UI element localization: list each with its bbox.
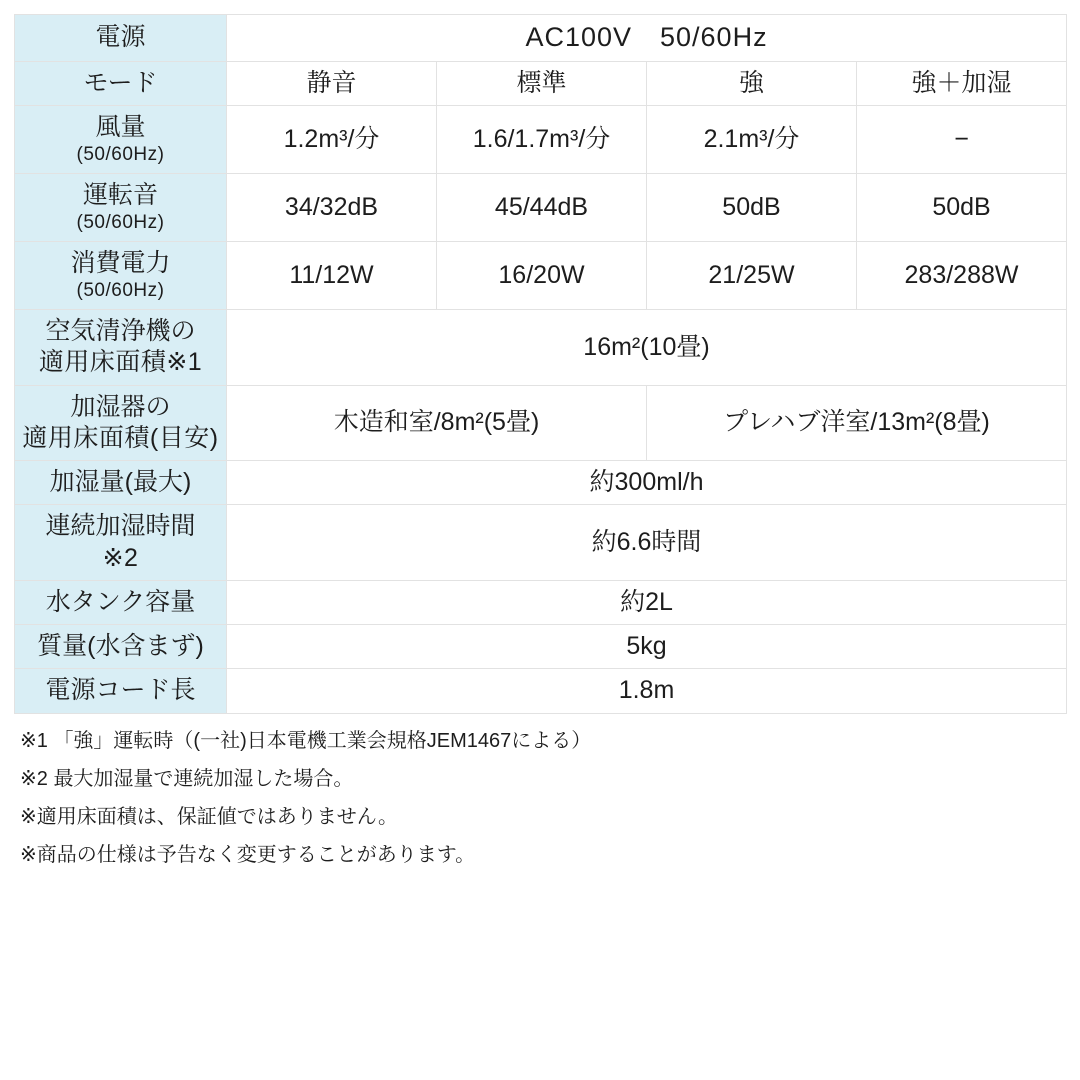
row-label	[15, 669, 227, 713]
table-row	[15, 461, 1067, 505]
row-label-main: 質量(水含まず)	[37, 632, 204, 660]
row-label-main: 運転音	[82, 181, 158, 209]
row-label	[15, 505, 227, 581]
row-label-main: 加湿量(最大)	[49, 468, 192, 496]
row-label-sub: 適用床面積※1	[38, 348, 203, 377]
table-cell: 木造和室/8m²(5畳)	[227, 385, 647, 461]
row-label-sub: (50/60Hz)	[76, 144, 165, 166]
row-label	[15, 310, 227, 386]
row-label-main: 消費電力	[70, 249, 171, 277]
table-row	[15, 174, 1067, 242]
table-cell: 強＋加湿	[857, 61, 1067, 105]
table-cell: 約2L	[227, 580, 1067, 624]
table-row	[15, 385, 1067, 461]
specification-table	[14, 14, 1067, 714]
table-row	[15, 669, 1067, 713]
table-row	[15, 61, 1067, 105]
row-label	[15, 174, 227, 242]
row-label-sub: 適用床面積(目安)	[22, 423, 219, 452]
table-row	[15, 310, 1067, 386]
table-cell: 16/20W	[437, 242, 647, 310]
row-label	[15, 580, 227, 624]
footnote: ※商品の仕様は予告なく変更することがあります。	[20, 843, 476, 866]
table-row	[15, 625, 1067, 669]
row-label-sub: ※2	[102, 543, 139, 572]
table-cell: 16m²(10畳)	[227, 310, 1067, 386]
table-cell: 45/44dB	[437, 174, 647, 242]
footnote: ※2 最大加湿量で連続加湿した場合。	[20, 767, 354, 790]
table-cell: 1.8m	[227, 669, 1067, 713]
row-label	[15, 242, 227, 310]
table-cell: 34/32dB	[227, 174, 437, 242]
row-label	[15, 15, 227, 62]
row-label-main: 水タンク容量	[45, 587, 196, 616]
row-label	[15, 385, 227, 461]
table-cell: 50dB	[647, 174, 857, 242]
table-cell: 1.6/1.7m³/分	[437, 106, 647, 174]
table-cell: 標準	[437, 61, 647, 105]
table-cell: 283/288W	[857, 242, 1067, 310]
row-label-main: 電源コード長	[45, 676, 196, 705]
table-row	[15, 106, 1067, 174]
specification-table-body	[15, 15, 1067, 714]
table-cell: AC100V 50/60Hz	[227, 15, 1067, 62]
table-cell: 静音	[227, 61, 437, 105]
row-label-main: モード	[83, 68, 158, 97]
table-cell: −	[857, 106, 1067, 174]
table-cell: 1.2m³/分	[227, 106, 437, 174]
table-cell: プレハブ洋室/13m²(8畳)	[647, 385, 1067, 461]
table-row	[15, 580, 1067, 624]
row-label-sub: (50/60Hz)	[76, 280, 165, 302]
table-row	[15, 505, 1067, 581]
row-label-main: 風量	[95, 113, 146, 141]
row-label-main: 空気清浄機の	[45, 317, 196, 345]
row-label-main: 電源	[95, 23, 146, 52]
row-label-sub: (50/60Hz)	[76, 212, 165, 234]
table-cell: 50dB	[857, 174, 1067, 242]
row-label-main: 連続加湿時間	[45, 512, 196, 541]
row-label	[15, 461, 227, 505]
footnote: ※適用床面積は、保証値ではありません。	[20, 805, 398, 828]
table-cell: 5kg	[227, 625, 1067, 669]
table-cell: 2.1m³/分	[647, 106, 857, 174]
table-cell: 11/12W	[227, 242, 437, 310]
footnotes	[14, 728, 1066, 868]
table-row	[15, 242, 1067, 310]
row-label	[15, 61, 227, 105]
row-label-main: 加湿器の	[70, 392, 171, 421]
footnote: ※1 「強」運転時（(一社)日本電機工業会規格JEM1467による）	[20, 729, 592, 752]
table-cell: 強	[647, 61, 857, 105]
table-cell: 約300ml/h	[227, 461, 1067, 505]
table-cell: 21/25W	[647, 242, 857, 310]
row-label	[15, 625, 227, 669]
row-label	[15, 106, 227, 174]
table-row	[15, 15, 1067, 62]
table-cell: 約6.6時間	[227, 505, 1067, 581]
